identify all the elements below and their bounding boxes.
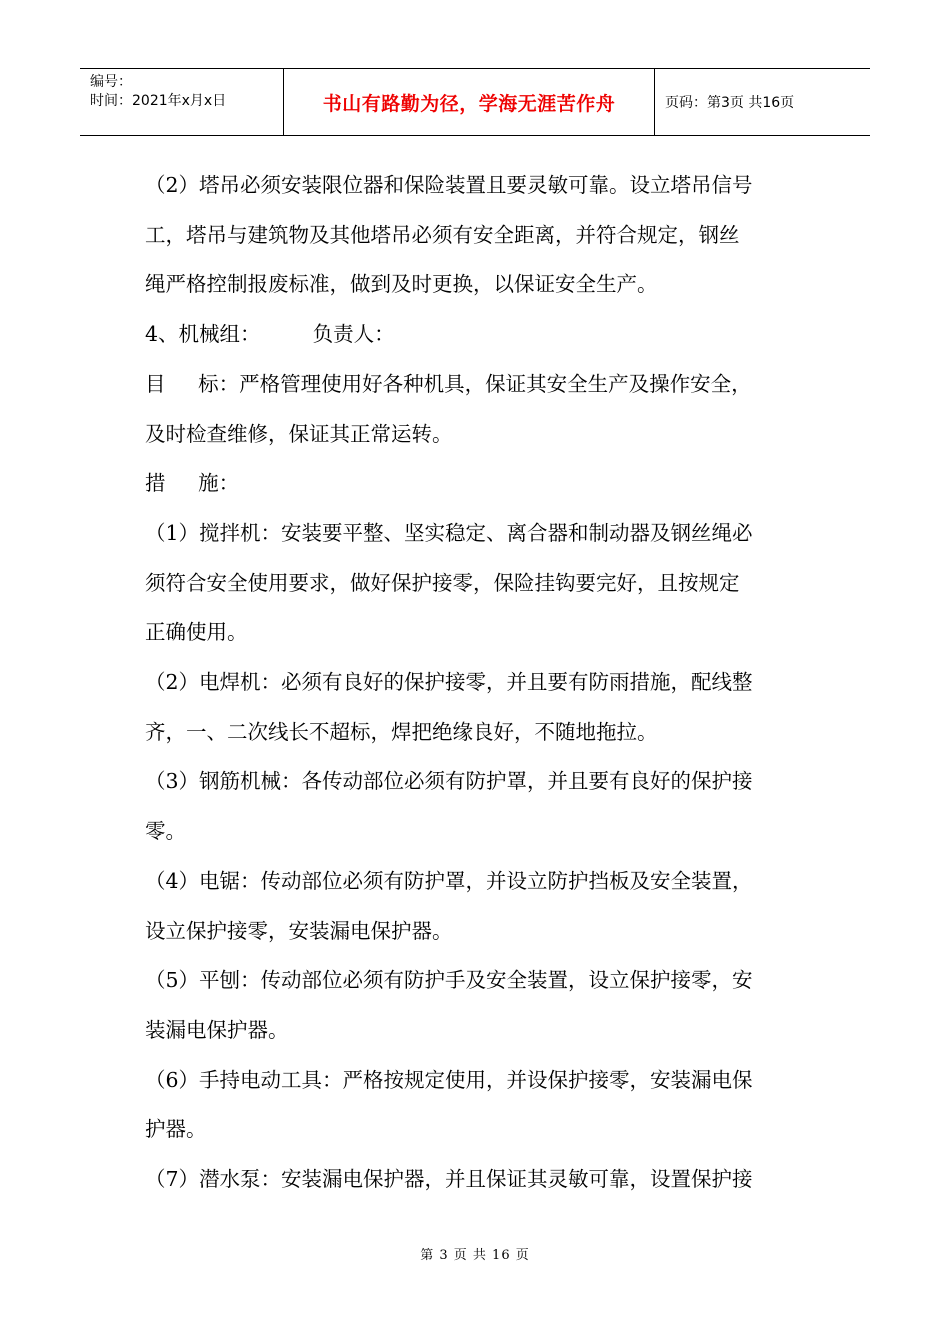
page-header: [80, 68, 870, 136]
body-line: （5）平刨：传动部位必须有防护手及安全装置，设立保护接零，安: [145, 968, 753, 993]
document-body: [145, 161, 809, 1205]
date-label: 时间：2021年x月x日: [90, 93, 227, 109]
body-line: 装漏电保护器。: [145, 1017, 289, 1042]
body-line: 齐，一、二次线长不超标，焊把绝缘良好，不随地拖拉。: [145, 719, 658, 744]
number-label: 编号：: [90, 74, 132, 90]
body-line: 措 施：: [145, 471, 240, 496]
body-line: （2）电焊机：必须有良好的保护接零，并且要有防雨措施，配线整: [145, 670, 753, 695]
page-footer: 第 3 页 共 16 页: [420, 1248, 530, 1263]
header-page-info: 页码：第3页 共16页: [665, 95, 795, 111]
body-line: 护器。: [145, 1117, 207, 1142]
body-line: 及时检查维修，保证其正常运转。: [145, 421, 453, 446]
body-line: （1）搅拌机：安装要平整、坚实稳定、离合器和制动器及钢丝绳必: [145, 520, 753, 545]
header-meta: [80, 69, 283, 135]
body-line: 设立保护接零，安装漏电保护器。: [145, 918, 453, 943]
body-line: （2）塔吊必须安装限位器和保险装置且要灵敏可靠。设立塔吊信号: [145, 173, 753, 197]
body-line: 工，塔吊与建筑物及其他塔吊必须有安全距离，并符合规定，钢丝: [145, 222, 740, 247]
body-line: 正确使用。: [145, 620, 248, 645]
body-line: （6）手持电动工具：严格按规定使用，并设保护接零，安装漏电保: [145, 1067, 753, 1092]
header-motto: 书山有路勤为径，学海无涯苦作舟: [283, 69, 655, 135]
body-line: 目 标：严格管理使用好各种机具，保证其安全生产及操作安全，: [145, 371, 752, 396]
body-line: 绳严格控制报废标准，做到及时更换，以保证安全生产。: [145, 272, 658, 297]
body-line: （3）钢筋机械：各传动部位必须有防护罩，并且要有良好的保护接: [145, 769, 753, 794]
body-line: 4、机械组： 负责人：: [145, 322, 395, 347]
body-line: 零。: [145, 819, 186, 844]
body-line: （4）电锯：传动部位必须有防护罩，并设立防护挡板及安全装置，: [145, 868, 753, 893]
body-line: 须符合安全使用要求，做好保护接零，保险挂钩要完好，且按规定: [145, 570, 740, 595]
body-line: （7）潜水泵：安装漏电保护器，并且保证其灵敏可靠，设置保护接: [145, 1167, 753, 1192]
